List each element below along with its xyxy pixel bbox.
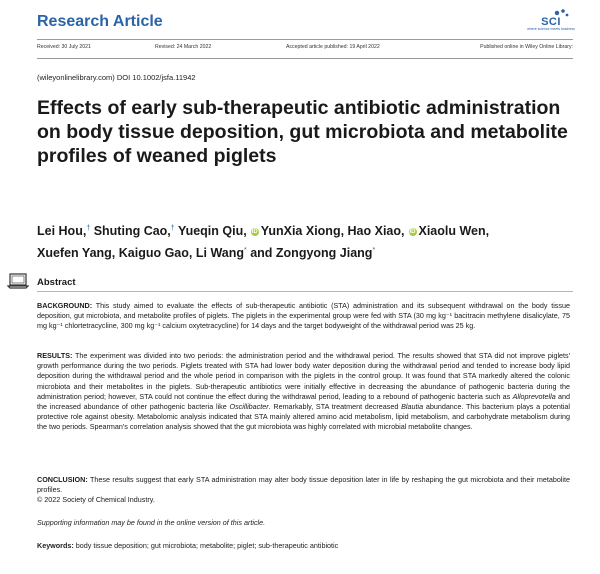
- abstract-rule: [37, 291, 573, 292]
- laptop-icon: [7, 272, 29, 290]
- keywords: Keywords: body tissue deposition; gut microbiota; metabolite; piglet; sub-therapeutic antibiotic: [37, 541, 339, 550]
- author-yunxia-xiong[interactable]: YunXia Xiong,: [260, 224, 345, 239]
- logo-text: SCI: [541, 16, 561, 28]
- logo-subtext: where science meets business: [527, 27, 575, 31]
- article-title: Effects of early sub-therapeutic antibiotic administration on body tissue deposition, gut microbiota and metabolite profiles of weaned piglets: [37, 97, 568, 167]
- doi-line[interactable]: (wileyonlinelibrary.com) DOI 10.1002/jsfa.11942: [37, 73, 196, 82]
- accepted-date: Accepted article published: 19 April 2022: [286, 44, 380, 50]
- article-dates: [37, 44, 573, 54]
- authors-line-1: Lei Hou,† Shuting Cao,† Yueqin Qiu, iD YunXia Xiong, Hao Xiao, iD Xiaolu Wen,: [37, 224, 490, 239]
- header-rule: [37, 39, 573, 40]
- received-date: Received: 30 July 2021: [37, 44, 91, 50]
- abstract-results: RESULTS: The experiment was divided into two periods: the administration period and the withdrawal period. The results showed that STA did not improve piglets' growth performance during the two periods. Piglets treated with STA had lower body water deposition during the withdrawal period and tended to increase body lipid deposition during the withdrawal period and the whole period in comparison with the piglets in the control group. It was found that STA markedly altered the colonic microbiota and their metabolites in the piglets. Sub-therapeutic antibiotics were initially effective in decreasing the abundance of pathogenic bacteria during the administration period; however, STA could not continue the effect during the withdrawal period, leading to a rebound of pathogenic bacteria such as Alloprevotella and the increased abundance of other pathogenic bacteria like Oscillibacter. Remarkably, STA treatment decreased Blautia abundance. This bacterium plays a potential protective role against obesity. Metabolomic analysis indicated that STA mainly altered amino acid metabolism, lipid metabolism, and carbohydrate metabolism during the two periods. Spearman's correlation analysis showed that the gut microbiota was highly correlated with microbial metabolite changes.: [37, 351, 571, 432]
- revised-date: Revised: 24 March 2022: [155, 44, 212, 50]
- copyright: © 2022 Society of Chemical Industry.: [37, 495, 155, 505]
- orcid-icon[interactable]: iD: [409, 228, 416, 235]
- author-lei-hou[interactable]: Lei Hou,: [37, 224, 87, 239]
- dates-rule: [37, 58, 573, 59]
- author-kaiguo-gao[interactable]: Kaiguo Gao,: [118, 246, 193, 261]
- author-shuting-cao[interactable]: Shuting Cao,: [93, 224, 171, 239]
- author-xiaolu-wen[interactable]: Xiaolu Wen,: [418, 224, 490, 239]
- published-date: Published online in Wiley Online Library:: [480, 44, 573, 50]
- abstract-background: BACKGROUND: This study aimed to evaluate the effects of sub-therapeutic antibiotic (STA) administration and its subsequent withdrawal on the body tissue deposition, gut microbiota, and metabolite profiles of piglets. The piglets in the experimental group were fed with STA (30 mg kg⁻¹ bacitracin methylene disalicylate, 75 mg kg⁻¹ chlortetracycline, 300 mg kg⁻¹ calcium oxytetracycline) for 14 days and the target bodyweight of the withdrawal period was 25 kg.: [37, 301, 570, 331]
- sci-logo: [527, 6, 575, 36]
- orcid-icon[interactable]: iD: [251, 228, 258, 235]
- author-list: [37, 219, 582, 263]
- author-yueqin-qiu[interactable]: Yueqin Qiu,: [177, 224, 247, 239]
- supporting-info-note: Supporting information may be found in the online version of this article.: [37, 518, 266, 527]
- abstract-heading: Abstract: [37, 277, 76, 288]
- author-zongyong-jiang[interactable]: Zongyong Jiang: [275, 246, 373, 261]
- author-hao-xiao[interactable]: Hao Xiao,: [347, 224, 405, 239]
- authors-line-2: Xuefen Yang, Kaiguo Gao, Li Wang* and Zongyong Jiang*: [37, 246, 376, 261]
- author-xuefen-yang[interactable]: Xuefen Yang,: [37, 246, 116, 261]
- article-type: Research Article: [37, 13, 163, 30]
- abstract-conclusion: CONCLUSION: These results suggest that early STA administration may alter body tissue deposition later in life by reshaping the gut microbiota and their metabolite profiles. © 2022 Society of Chemical Industry.: [37, 475, 571, 505]
- author-li-wang[interactable]: Li Wang: [195, 246, 244, 261]
